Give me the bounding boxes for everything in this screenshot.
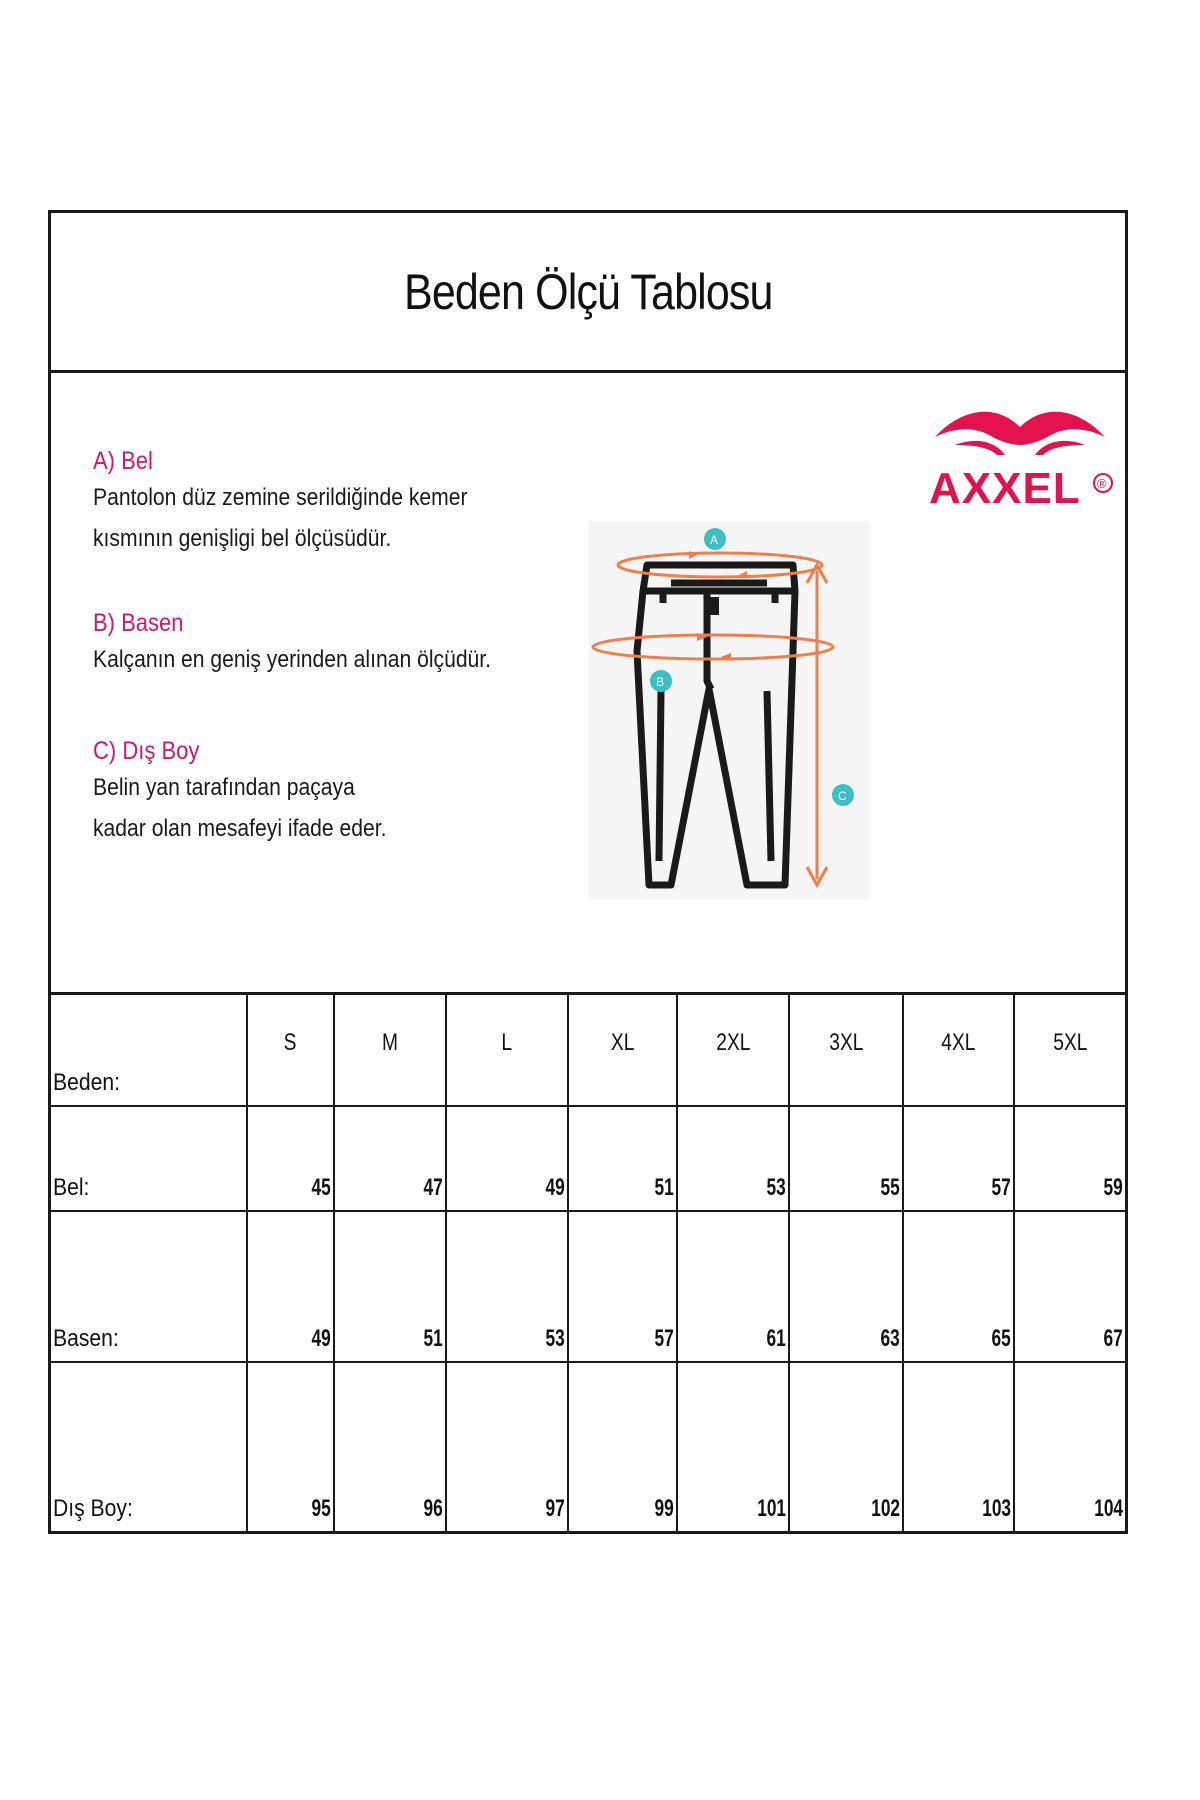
table-cell: 101 (677, 1362, 789, 1531)
logo-text: AXXEL (929, 464, 1081, 513)
table-cell: 57 (903, 1106, 1014, 1211)
definition-dis-boy (93, 735, 653, 849)
marker-c: C (838, 789, 847, 803)
size-header-cell: Beden: (51, 995, 247, 1106)
axxel-logo (925, 397, 1115, 519)
logo-wings-icon (935, 412, 1105, 445)
table-cell: 97 (446, 1362, 568, 1531)
definition-line: Belin yan tarafından paçaya (93, 774, 355, 801)
definition-line: kısmının genişligi bel ölçüsüdür. (93, 525, 392, 552)
table-cell: 65 (903, 1211, 1014, 1362)
title-row (51, 213, 1125, 373)
table-row-dis-boy (51, 1362, 1125, 1531)
table-cell: 49 (247, 1211, 334, 1362)
size-5xl: 5XL (1014, 995, 1125, 1106)
table-cell: 96 (334, 1362, 446, 1531)
definition-line: Kalçanın en geniş yerinden alınan ölçüdür. (93, 646, 492, 673)
table-cell: 53 (446, 1211, 568, 1362)
size-3xl: 3XL (789, 995, 903, 1106)
table-cell: 102 (789, 1362, 903, 1531)
table-cell: 103 (903, 1362, 1014, 1531)
row-label: Basen: (51, 1211, 247, 1362)
table-cell: 51 (334, 1211, 446, 1362)
table-cell: 49 (446, 1106, 568, 1211)
table-cell: 57 (568, 1211, 677, 1362)
table-row-bel (51, 1106, 1125, 1211)
table-cell: 53 (677, 1106, 789, 1211)
table-header-row (51, 995, 1125, 1106)
size-xl: XL (568, 995, 677, 1106)
size-chart-frame (48, 210, 1128, 1534)
table-cell: 55 (789, 1106, 903, 1211)
marker-b: B (656, 675, 665, 689)
measurement-info-section (51, 373, 1125, 995)
size-m: M (334, 995, 446, 1106)
size-2xl: 2XL (677, 995, 789, 1106)
row-label: Dış Boy: (51, 1362, 247, 1531)
row-label: Bel: (51, 1106, 247, 1211)
definition-bel (93, 445, 653, 559)
definition-heading: A) Bel (93, 447, 153, 475)
definition-heading: C) Dış Boy (93, 737, 200, 765)
size-4xl: 4XL (903, 995, 1014, 1106)
pants-measurement-diagram (589, 521, 869, 899)
table-row-basen (51, 1211, 1125, 1362)
page-title: Beden Ölçü Tablosu (403, 263, 773, 320)
definition-line: Pantolon düz zemine serildiğinde kemer (93, 484, 468, 511)
table-cell: 67 (1014, 1211, 1125, 1362)
definition-heading: B) Basen (93, 609, 184, 637)
size-table (51, 995, 1125, 1531)
definition-basen (93, 607, 653, 680)
table-cell: 63 (789, 1211, 903, 1362)
size-s: S (247, 995, 334, 1106)
table-cell: 99 (568, 1362, 677, 1531)
table-cell: 61 (677, 1211, 789, 1362)
table-cell: 47 (334, 1106, 446, 1211)
table-cell: 104 (1014, 1362, 1125, 1531)
definition-line: kadar olan mesafeyi ifade eder. (93, 815, 387, 842)
table-cell: 51 (568, 1106, 677, 1211)
size-l: L (446, 995, 568, 1106)
marker-a: A (710, 533, 719, 547)
table-cell: 45 (247, 1106, 334, 1211)
table-cell: 95 (247, 1362, 334, 1531)
registered-mark: ® (1097, 476, 1107, 491)
table-cell: 59 (1014, 1106, 1125, 1211)
